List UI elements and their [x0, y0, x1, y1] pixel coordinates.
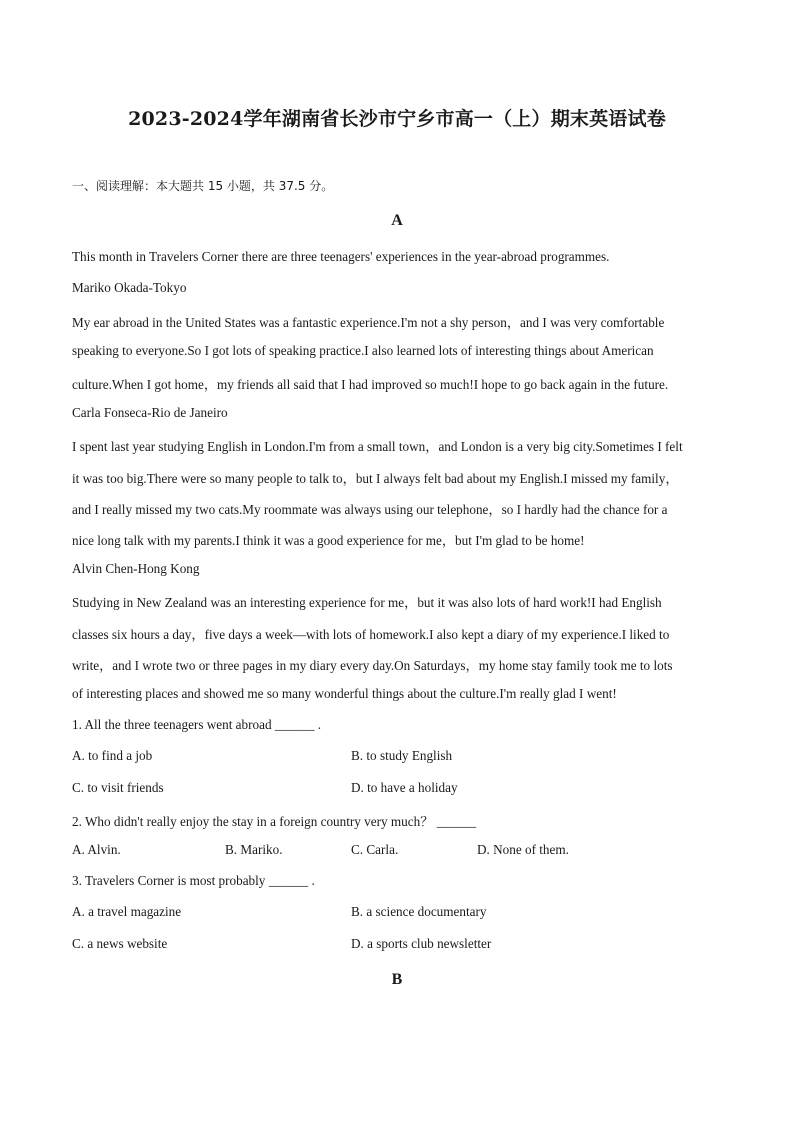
question-option[interactable]: C. Carla.	[351, 842, 399, 857]
question-option[interactable]: A. to find a job	[72, 748, 153, 763]
passage-line: Studying in New Zealand was an interesting experience for me，but it was also lots of hard work!I had English	[72, 595, 662, 610]
question-option[interactable]: B. a science documentary	[351, 904, 487, 919]
passage-speaker: Mariko Okada-Tokyo	[72, 280, 187, 295]
passage-line: it was too big.There were so many people to talk to，but I always felt bad about my English.I missed my family，	[72, 471, 679, 486]
passage-line: of interesting places and showed me so many wonderful things about the culture.I'm really glad I went!	[72, 686, 617, 701]
question-stem: 2. Who didn't really enjoy the stay in a foreign country very much？ ______	[72, 814, 477, 829]
question-option[interactable]: B. to study English	[351, 748, 453, 763]
passage-line: culture.When I got home，my friends all said that I had improved so much!I hope to go back again in the future.	[72, 377, 669, 392]
question-option[interactable]: D. to have a holiday	[351, 780, 458, 795]
question-option[interactable]: A. a travel magazine	[72, 904, 182, 919]
passage-line: speaking to everyone.So I got lots of speaking practice.I also learned lots of interesting things about American	[72, 343, 654, 358]
passage-b-heading: B	[391, 971, 403, 988]
section-heading: 一、阅读理解：本大题共 15 小题，共 37.5 分。	[72, 179, 334, 193]
passage-line: My ear abroad in the United States was a fantastic experience.I'm not a shy person，and I was very comfortable	[72, 315, 665, 330]
question-option[interactable]: D. None of them.	[477, 842, 569, 857]
question-stem: 3. Travelers Corner is most probably ______ .	[72, 873, 315, 888]
passage-line: This month in Travelers Corner there are three teenagers' experiences in the year-abroad programmes.	[72, 249, 610, 264]
question-option[interactable]: A. Alvin.	[72, 842, 121, 857]
passage-line: nice long talk with my parents.I think it was a good experience for me，but I'm glad to be home!	[72, 533, 585, 548]
page-title: 2023-2024学年湖南省长沙市宁乡市高一（上）期末英语试卷	[128, 108, 666, 130]
question-option[interactable]: C. to visit friends	[72, 780, 164, 795]
passage-line: I spent last year studying English in London.I'm from a small town，and London is a very big city.Sometimes I felt	[72, 439, 683, 454]
passage-line: and I really missed my two cats.My roommate was always using our telephone，so I hardly had the chance for a	[72, 502, 668, 517]
question-stem: 1. All the three teenagers went abroad ______ .	[72, 717, 322, 732]
question-option[interactable]: D. a sports club newsletter	[351, 936, 492, 951]
passage-speaker: Alvin Chen-Hong Kong	[72, 561, 200, 576]
passage-speaker: Carla Fonseca-Rio de Janeiro	[72, 405, 228, 420]
passage-a-heading: A	[391, 212, 403, 229]
question-option[interactable]: C. a news website	[72, 936, 168, 951]
passage-line: classes six hours a day，five days a week—with lots of homework.I also kept a diary of my experience.I liked to	[72, 627, 670, 642]
question-option[interactable]: B. Mariko.	[225, 842, 283, 857]
passage-line: write，and I wrote two or three pages in my diary every day.On Saturdays，my home stay family took me to lots	[72, 658, 673, 673]
